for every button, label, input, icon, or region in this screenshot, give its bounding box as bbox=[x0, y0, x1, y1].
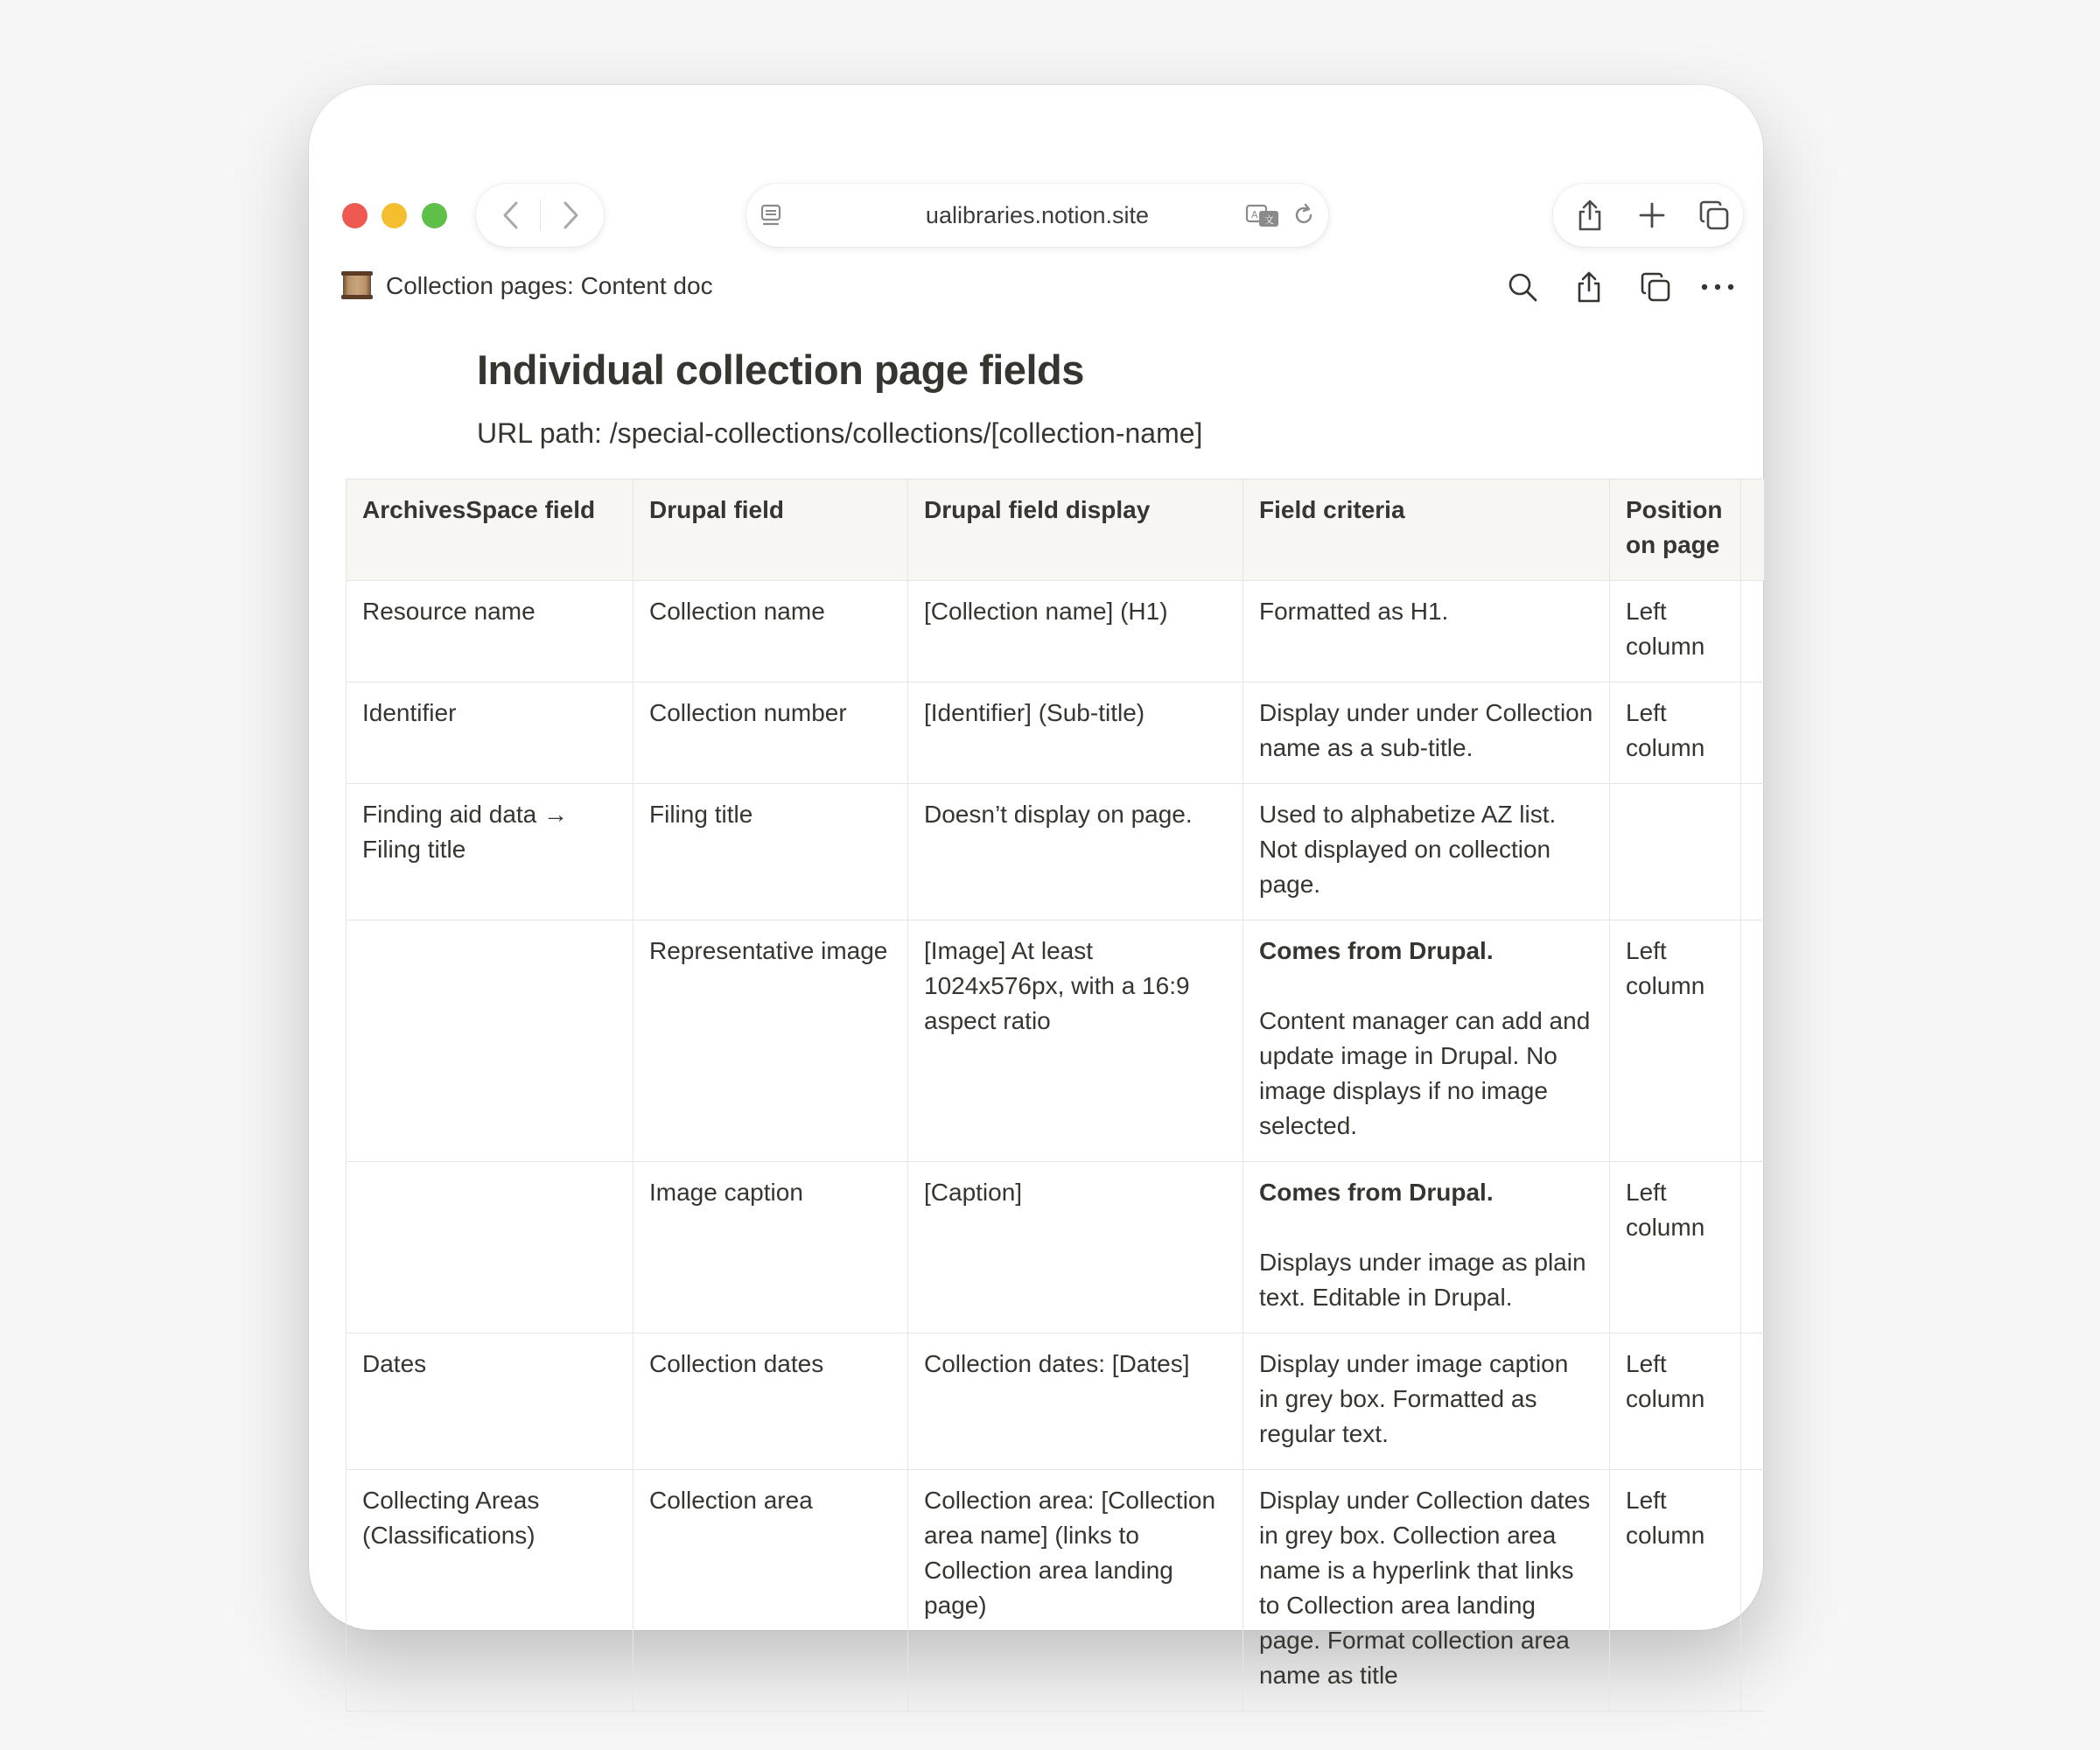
cell-display[interactable]: Collection area: [Collection area name] (links to Collection area landing page) bbox=[908, 1470, 1243, 1712]
reload-icon[interactable] bbox=[1291, 184, 1317, 247]
more-options-button[interactable] bbox=[1698, 267, 1738, 307]
table-row bbox=[346, 784, 1764, 920]
browser-window bbox=[309, 85, 1763, 1689]
cell-overflow bbox=[1741, 581, 1764, 682]
cell-archivesspace[interactable] bbox=[346, 1162, 634, 1334]
cell-archivesspace[interactable] bbox=[346, 920, 634, 1162]
cell-archivesspace[interactable]: Finding aid data → Filing title bbox=[346, 784, 634, 920]
page-share-button[interactable] bbox=[1569, 267, 1609, 307]
minimize-window-button[interactable] bbox=[382, 203, 407, 228]
table-row bbox=[346, 920, 1764, 1162]
plus-icon bbox=[1638, 201, 1666, 229]
cell-drupal-field[interactable]: Filing title bbox=[634, 784, 908, 920]
table-row bbox=[346, 581, 1764, 682]
cell-position[interactable] bbox=[1610, 784, 1741, 920]
cell-criteria[interactable] bbox=[1243, 920, 1610, 1162]
cell-archivesspace[interactable]: Collecting Areas (Classifications) bbox=[346, 1470, 634, 1712]
column-header[interactable]: Drupal field bbox=[634, 480, 908, 581]
search-icon bbox=[1507, 271, 1538, 303]
address-bar[interactable] bbox=[746, 184, 1328, 247]
zoom-window-button[interactable] bbox=[422, 203, 447, 228]
cell-drupal-field[interactable]: Image caption bbox=[634, 1162, 908, 1334]
notion-topbar bbox=[309, 241, 1763, 311]
svg-text:A: A bbox=[1251, 209, 1258, 220]
page-heading: Individual collection page fields bbox=[477, 346, 1084, 393]
share-icon bbox=[1575, 270, 1603, 304]
cell-criteria[interactable]: Formatted as H1. bbox=[1243, 581, 1610, 682]
svg-text:文: 文 bbox=[1264, 214, 1274, 226]
fields-table bbox=[346, 479, 1764, 1712]
back-button[interactable] bbox=[485, 184, 537, 247]
table-row bbox=[346, 1334, 1764, 1470]
cell-display[interactable]: [Collection name] (H1) bbox=[908, 581, 1243, 682]
chevron-right-icon bbox=[561, 200, 580, 230]
cell-display[interactable]: [Caption] bbox=[908, 1162, 1243, 1334]
column-header[interactable]: Position on page bbox=[1610, 480, 1741, 581]
criteria-text: Content manager can add and update image in Drupal. No image displays if no image selected. bbox=[1259, 1007, 1591, 1139]
cell-criteria[interactable]: Display under image caption in grey box. Formatted as regular text. bbox=[1243, 1334, 1610, 1470]
column-header[interactable]: Drupal field display bbox=[908, 480, 1243, 581]
table-row bbox=[346, 1470, 1764, 1712]
cell-display[interactable]: Doesn’t display on page. bbox=[908, 784, 1243, 920]
table-row bbox=[346, 682, 1764, 784]
cell-position[interactable]: Left column bbox=[1610, 1162, 1741, 1334]
cell-position[interactable]: Left column bbox=[1610, 920, 1741, 1162]
scroll-icon bbox=[343, 271, 371, 299]
cell-drupal-field[interactable]: Collection area bbox=[634, 1470, 908, 1712]
share-button[interactable] bbox=[1564, 184, 1616, 247]
cell-overflow bbox=[1741, 920, 1764, 1162]
cell-position[interactable]: Left column bbox=[1610, 682, 1741, 784]
chevron-left-icon bbox=[501, 200, 521, 230]
share-icon bbox=[1576, 199, 1604, 232]
breadcrumb[interactable]: Collection pages: Content doc bbox=[386, 272, 713, 299]
nav-divider bbox=[540, 200, 541, 231]
table-row bbox=[346, 1162, 1764, 1334]
cell-position[interactable]: Left column bbox=[1610, 581, 1741, 682]
browser-toolbar bbox=[309, 85, 1763, 241]
tabs-icon bbox=[1698, 200, 1730, 231]
url-text[interactable]: ualibraries.notion.site bbox=[925, 202, 1150, 228]
cell-overflow bbox=[1741, 784, 1764, 920]
cell-display[interactable]: Collection dates: [Dates] bbox=[908, 1334, 1243, 1470]
tab-overview-button[interactable] bbox=[1688, 184, 1740, 247]
cell-display[interactable]: [Image] At least 1024x576px, with a 16:9 aspect ratio bbox=[908, 920, 1243, 1162]
cell-criteria[interactable] bbox=[1243, 1162, 1610, 1334]
new-tab-button[interactable] bbox=[1626, 184, 1678, 247]
cell-archivesspace[interactable]: Resource name bbox=[346, 581, 634, 682]
criteria-emphasis: Comes from Drupal. bbox=[1259, 937, 1494, 964]
cell-overflow bbox=[1741, 682, 1764, 784]
column-header[interactable]: Field criteria bbox=[1243, 480, 1610, 581]
cell-drupal-field[interactable]: Collection name bbox=[634, 581, 908, 682]
cell-overflow bbox=[1741, 1470, 1764, 1712]
column-header[interactable]: ArchivesSpace field bbox=[346, 480, 634, 581]
navigation-controls bbox=[476, 184, 604, 247]
duplicate-button[interactable] bbox=[1635, 267, 1676, 307]
browser-actions bbox=[1553, 184, 1743, 247]
cell-overflow bbox=[1741, 1334, 1764, 1470]
paragraph-gap bbox=[1259, 969, 1593, 1004]
cell-criteria[interactable]: Display under Collection dates in grey box. Collection area name is a hyperlink that links to Collection area landing page. Format collection area name as title bbox=[1243, 1470, 1610, 1712]
cell-drupal-field[interactable]: Collection number bbox=[634, 682, 908, 784]
cell-criteria[interactable]: Used to alphabetize AZ list. Not displayed on collection page. bbox=[1243, 784, 1610, 920]
table-header-row bbox=[346, 480, 1764, 581]
translate-icon[interactable] bbox=[1245, 184, 1280, 247]
ellipsis-icon bbox=[1700, 283, 1735, 291]
cell-drupal-field[interactable]: Representative image bbox=[634, 920, 908, 1162]
criteria-emphasis: Comes from Drupal. bbox=[1259, 1179, 1494, 1206]
cell-position[interactable]: Left column bbox=[1610, 1334, 1741, 1470]
cell-overflow bbox=[1741, 1162, 1764, 1334]
cell-position[interactable]: Left column bbox=[1610, 1470, 1741, 1712]
search-button[interactable] bbox=[1502, 267, 1543, 307]
cell-display[interactable]: [Identifier] (Sub-title) bbox=[908, 682, 1243, 784]
cell-archivesspace[interactable]: Identifier bbox=[346, 682, 634, 784]
cell-archivesspace[interactable]: Dates bbox=[346, 1334, 634, 1470]
cell-criteria[interactable]: Display under under Collection name as a sub-title. bbox=[1243, 682, 1610, 784]
column-header-overflow bbox=[1741, 480, 1764, 581]
forward-button[interactable] bbox=[544, 184, 597, 247]
duplicate-icon bbox=[1640, 271, 1671, 303]
criteria-text: Displays under image as plain text. Editable in Drupal. bbox=[1259, 1249, 1586, 1311]
close-window-button[interactable] bbox=[342, 203, 368, 228]
cell-drupal-field[interactable]: Collection dates bbox=[634, 1334, 908, 1470]
url-path-text: URL path: /special-collections/collections/[collection-name] bbox=[477, 417, 1203, 449]
paragraph-gap bbox=[1259, 1210, 1593, 1245]
